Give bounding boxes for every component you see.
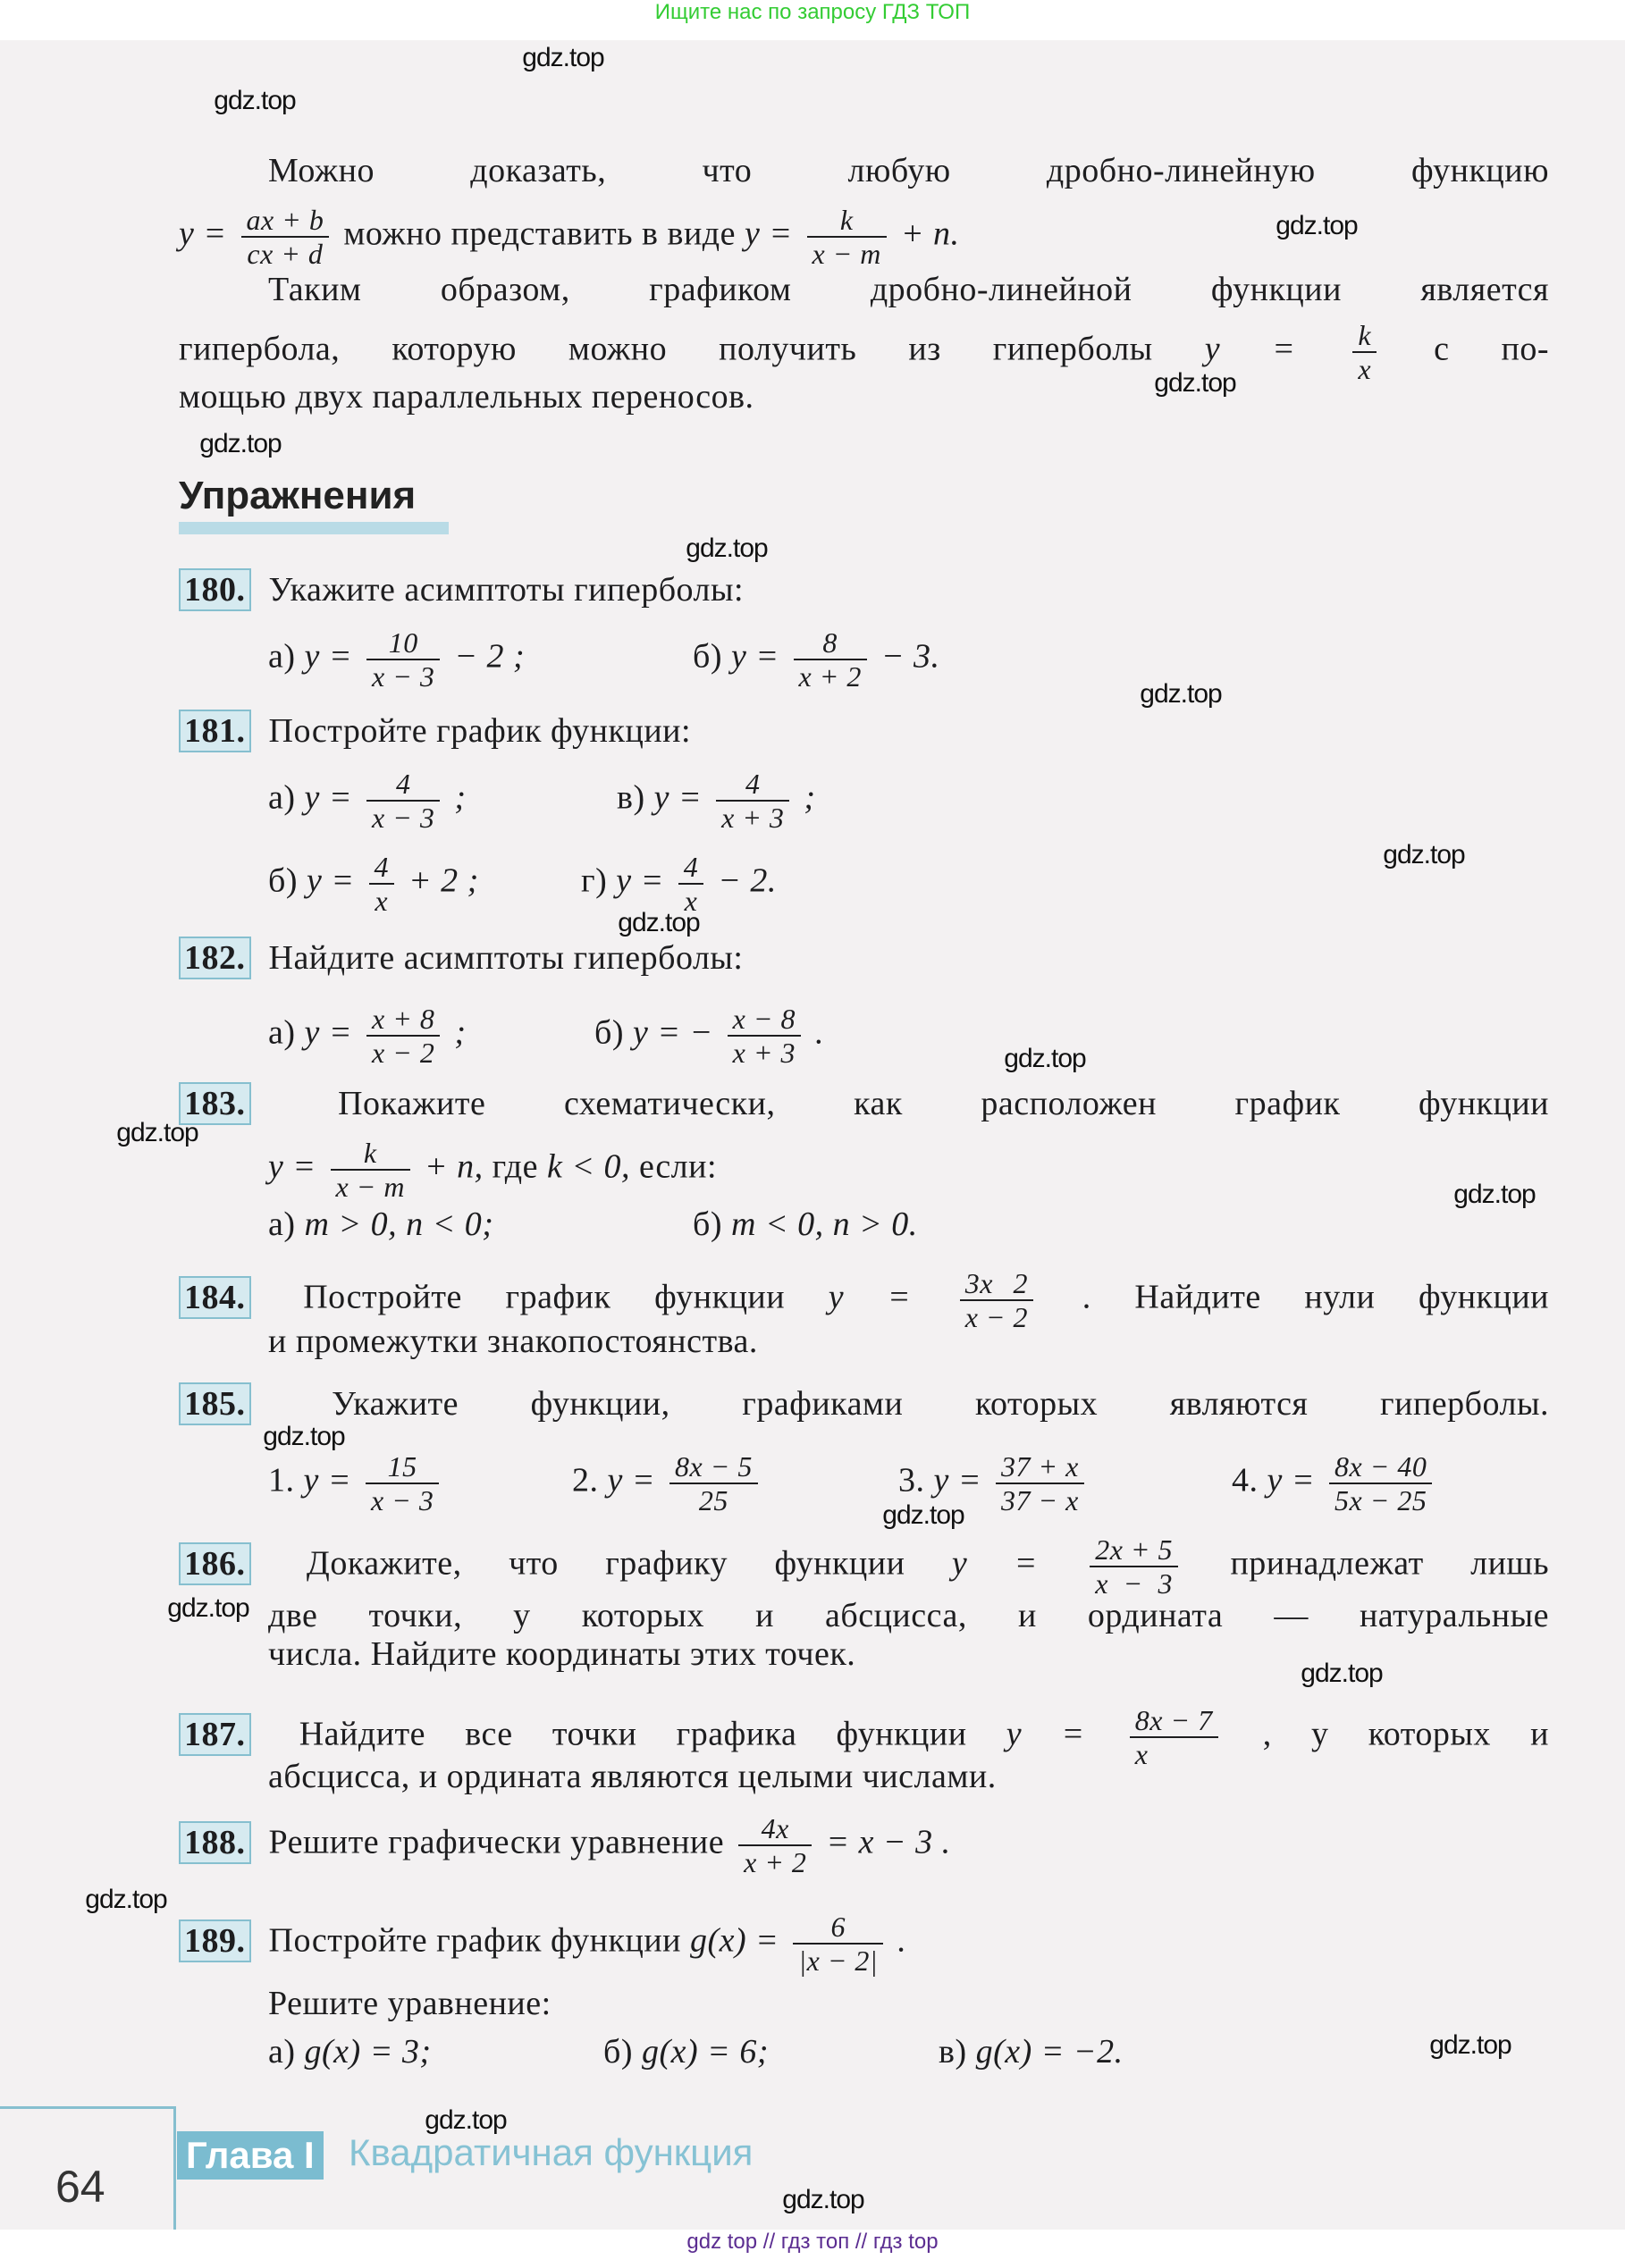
fraction-numerator: 8x − 40 [1335, 1450, 1427, 1483]
text: Покажите схематически, как расположен график функции [338, 1085, 1549, 1122]
watermark: gdz.top [522, 43, 604, 72]
exercise-184 [179, 1267, 1550, 1333]
fraction [669, 1450, 758, 1516]
text: если: [639, 1147, 718, 1186]
fraction-numerator: 4 [395, 768, 411, 800]
math-expression: y = [951, 1544, 1038, 1583]
fraction [738, 1812, 812, 1878]
text: две точки, у которых и абсцисса, и ордината — натуральные [268, 1597, 1549, 1634]
math-expression: + n, [424, 1147, 484, 1186]
exercise-number: 188. [179, 1821, 251, 1864]
math-expression: y = [304, 1013, 353, 1052]
fraction-numerator: k [363, 1137, 377, 1169]
fraction [996, 1450, 1084, 1516]
watermark: gdz.top [1140, 679, 1222, 709]
math-expression: = x − 3 . [826, 1823, 951, 1861]
exercise-number: 183. [179, 1082, 251, 1125]
math-expression: y = [268, 1147, 316, 1186]
exercise-189 [179, 1911, 1549, 1977]
math-expression: y = [1267, 1461, 1316, 1499]
fraction [794, 626, 867, 693]
fraction-denominator: 25 [669, 1483, 758, 1516]
text: в) [939, 2033, 976, 2071]
exercise-number: 180. [179, 568, 251, 611]
fraction [366, 1003, 440, 1069]
exercise-number: 185. [179, 1382, 251, 1425]
watermark: gdz.top [1004, 1044, 1086, 1073]
exercise-part [268, 1003, 467, 1069]
exercise-number: 181. [179, 710, 251, 752]
fraction [366, 626, 440, 693]
math-expression: y = [1204, 330, 1296, 368]
watermark: gdz.top [1301, 1659, 1383, 1688]
fraction-denominator: x [1352, 351, 1377, 385]
exercise-part [268, 626, 525, 693]
exercise-188 [179, 1812, 1549, 1878]
fraction-numerator: 8 [822, 626, 838, 659]
fraction-denominator: x + 2 [738, 1844, 812, 1878]
text: Постройте график функции [303, 1278, 829, 1316]
fraction-numerator: 4 [683, 851, 699, 883]
text: а) [268, 2033, 305, 2071]
exercise-part [594, 1003, 824, 1069]
math-expression: − 3. [880, 637, 940, 676]
math-expression: y = [616, 861, 664, 900]
math-expression: ; [804, 778, 816, 817]
fraction-denominator: x − 2 [960, 1299, 1033, 1333]
text: Можно доказать, что любую дробно-линейную функцию [268, 152, 1549, 189]
text: гипербола, которую можно получить из гиперболы [179, 330, 1205, 368]
watermark: gdz.top [85, 1885, 167, 1914]
exercise-181-parts-1 [0, 768, 1625, 834]
fraction-numerator: k [1358, 319, 1372, 351]
math-expression: ; [454, 1013, 467, 1052]
exercise-number: 182. [179, 937, 251, 979]
exercise-184-line-2 [268, 1316, 1549, 1366]
exercise-187 [179, 1704, 1549, 1770]
text: 4. [1232, 1461, 1267, 1499]
intro-line-5 [179, 372, 1549, 422]
watermark: gdz.top [263, 1422, 345, 1451]
math-expression: − 2 ; [454, 637, 526, 676]
watermark: gdz.top [199, 429, 282, 458]
exercise-part [617, 768, 816, 834]
fraction-numerator: x − 8 [732, 1003, 796, 1035]
fraction-denominator: x [369, 883, 395, 917]
text: а) [268, 1013, 305, 1052]
text: . Найдите нули функции [1082, 1278, 1550, 1316]
text: Укажите функции, графиками которых являются гиперболы. [332, 1385, 1549, 1423]
exercise-part [268, 851, 479, 917]
math-expression: g(x) = 3; [304, 2033, 432, 2071]
text: а) [268, 1205, 305, 1243]
text: Укажите асимптоты гиперболы: [268, 571, 745, 609]
exercise-part [572, 1450, 763, 1516]
fraction [678, 851, 704, 917]
fraction-numerator: 3x 2 [964, 1267, 1028, 1299]
text: Решите графически уравнение [268, 1823, 734, 1861]
top-banner: Ищите нас по запросу ГДЗ ТОП [654, 0, 971, 24]
exercise-186 [179, 1533, 1550, 1600]
watermark: gdz.top [1383, 840, 1465, 869]
math-expression: g(x) = −2. [975, 2033, 1124, 2071]
text: а) [268, 637, 305, 676]
fraction-denominator: x − 3 [366, 659, 440, 693]
text: с по- [1434, 330, 1550, 368]
text: б) [268, 861, 307, 900]
exercise-182 [179, 933, 1549, 983]
fraction-numerator: 6 [830, 1911, 846, 1943]
math-expression: ; [454, 778, 467, 817]
section-heading: Упражнения [179, 474, 417, 517]
text: б) [603, 2033, 642, 2071]
fraction-denominator: cx + d [241, 236, 330, 270]
exercise-number: 189. [179, 1919, 251, 1962]
math-expression: y = [607, 1461, 656, 1499]
math-expression: y = [1006, 1715, 1085, 1753]
fraction-numerator: 15 [387, 1450, 417, 1483]
fraction [366, 768, 440, 834]
text: Найдите асимптоты гиперболы: [268, 939, 744, 977]
fraction-numerator: 8x − 7 [1134, 1704, 1213, 1736]
fraction-numerator: 4x [761, 1812, 789, 1844]
watermark: gdz.top [116, 1118, 198, 1147]
exercise-183 [179, 1079, 1549, 1129]
text: числа. Найдите координаты этих точек. [268, 1635, 856, 1673]
math-expression: y = [179, 214, 227, 253]
exercise-183-parts [0, 1199, 1625, 1249]
fraction-denominator: x − 3 [366, 800, 440, 834]
fraction [793, 1911, 883, 1977]
text: Докажите, что графику функции [306, 1544, 952, 1583]
math-expression: g(x) = [690, 1921, 779, 1960]
text: 1. [268, 1461, 304, 1499]
exercise-part [268, 768, 467, 834]
exercise-part [1232, 1450, 1437, 1516]
math-expression: . [814, 1013, 824, 1052]
fraction [1090, 1533, 1178, 1600]
heading-underline [179, 522, 449, 534]
fraction-denominator: x − m [807, 236, 887, 270]
exercise-189-parts [0, 2027, 1625, 2077]
fraction [1329, 1450, 1432, 1516]
fraction-denominator: x + 3 [716, 800, 789, 834]
math-expression: + 2 ; [408, 861, 479, 900]
exercise-189-line-2 [268, 1978, 1549, 2029]
math-expression: + n. [900, 214, 960, 253]
watermark: gdz.top [782, 2185, 864, 2214]
fraction [366, 1450, 439, 1516]
watermark: gdz.top [1276, 211, 1358, 240]
exercise-part [268, 1450, 444, 1516]
fraction-denominator: x − 2 [366, 1035, 440, 1069]
exercise-185 [179, 1379, 1549, 1429]
exercise-181-parts-2 [0, 851, 1625, 917]
fraction-denominator: |x − 2| [793, 1943, 883, 1977]
fraction-numerator: 8x − 5 [675, 1450, 753, 1483]
exercise-part [268, 1199, 493, 1249]
exercise-number: 186. [179, 1542, 251, 1585]
text: Постройте график функции: [268, 712, 692, 750]
text: и промежутки знакопостоянства. [268, 1323, 758, 1360]
exercise-part [603, 2027, 769, 2077]
math-expression: y = [933, 1461, 982, 1499]
fraction [716, 768, 789, 834]
math-expression: − 2. [718, 861, 777, 900]
fraction-numerator: k [839, 204, 854, 236]
exercise-part [939, 2027, 1124, 2077]
text: можно представить в виде [343, 214, 745, 253]
math-expression: y = [744, 214, 793, 253]
fraction-denominator: x − 3 [1090, 1566, 1178, 1600]
math-expression: . [897, 1921, 907, 1960]
text: б) [594, 1013, 633, 1052]
intro-line-3 [268, 265, 1549, 315]
text: Постройте график функции [268, 1921, 690, 1960]
watermark: gdz.top [618, 908, 700, 937]
math-expression: y = − [633, 1013, 713, 1052]
math-expression: y = [828, 1278, 911, 1316]
exercise-181 [179, 706, 1549, 756]
fraction [331, 1137, 410, 1203]
text: в) [617, 778, 654, 817]
fraction-numerator: ax + b [246, 204, 324, 236]
fraction-numerator: 2x + 5 [1095, 1533, 1174, 1566]
intro-line-1 [268, 146, 1549, 196]
exercise-number: 184. [179, 1276, 251, 1319]
fraction-denominator: 37 − x [996, 1483, 1084, 1516]
footer-divider [0, 2106, 176, 2109]
exercise-180 [179, 565, 1549, 615]
fraction [728, 1003, 801, 1069]
fraction-numerator: 10 [388, 626, 418, 659]
chapter-title: Квадратичная функция [349, 2131, 754, 2173]
text: , у которых и [1262, 1715, 1549, 1753]
fraction-denominator: x + 2 [794, 659, 867, 693]
exercise-part [581, 851, 777, 917]
text: Найдите все точки графика функции [299, 1715, 1006, 1753]
watermark: gdz.top [167, 1593, 249, 1623]
fraction [369, 851, 395, 917]
text: б) [693, 1205, 731, 1243]
footer-divider-vertical [173, 2106, 176, 2230]
math-expression: m > 0, n < 0; [304, 1205, 494, 1243]
fraction-denominator: x + 3 [728, 1035, 801, 1069]
fraction-denominator: x − 3 [366, 1483, 439, 1516]
text: б) [693, 637, 731, 676]
text: абсцисса, и ордината являются целыми числами. [268, 1758, 997, 1795]
text: где [492, 1147, 547, 1186]
watermark: gdz.top [425, 2105, 507, 2135]
exercise-180-parts [0, 626, 1625, 693]
watermark: gdz.top [686, 533, 768, 563]
text: 3. [898, 1461, 934, 1499]
math-expression: k < 0, [546, 1147, 630, 1186]
fraction [807, 204, 887, 270]
chapter-label: Глава I [177, 2131, 324, 2180]
text: г) [581, 861, 617, 900]
math-expression: y = [304, 778, 353, 817]
fraction-denominator: 5x − 25 [1329, 1483, 1432, 1516]
exercise-187-line-2 [268, 1751, 1549, 1802]
watermark: gdz.top [882, 1500, 964, 1530]
watermark: gdz.top [1154, 368, 1236, 398]
text: Решите уравнение: [268, 1985, 551, 2022]
math-expression: y = [303, 1461, 352, 1499]
math-expression: y = [307, 861, 355, 900]
fraction-numerator: 4 [374, 851, 390, 883]
fraction-numerator: 37 + x [1001, 1450, 1079, 1483]
exercise-part [693, 626, 939, 693]
text: принадлежат лишь [1230, 1544, 1550, 1583]
math-expression: m < 0, n > 0. [731, 1205, 918, 1243]
fraction-numerator: 4 [745, 768, 761, 800]
math-expression: g(x) = 6; [642, 2033, 769, 2071]
watermark: gdz.top [214, 86, 296, 115]
fraction-denominator: x [678, 883, 704, 917]
page-number: 64 [55, 2162, 105, 2212]
math-expression: y = [731, 637, 779, 676]
exercise-number: 187. [179, 1713, 251, 1756]
text: мощью двух параллельных переносов. [179, 378, 754, 416]
watermark: gdz.top [1453, 1180, 1536, 1209]
exercise-part [693, 1199, 918, 1249]
bottom-banner: gdz top // гдз топ // гдз top [686, 2230, 939, 2254]
exercise-part [268, 2027, 432, 2077]
fraction-numerator: x + 8 [372, 1003, 435, 1035]
text: а) [268, 778, 305, 817]
math-expression: y = [653, 778, 703, 817]
math-expression: y = [304, 637, 353, 676]
fraction-denominator: x [1130, 1736, 1218, 1770]
text: 2. [572, 1461, 608, 1499]
watermark: gdz.top [1429, 2030, 1511, 2060]
text: Таким образом, графиком дробно-линейной функции является [268, 271, 1549, 308]
fraction [241, 204, 330, 270]
fraction-denominator: x − m [331, 1169, 410, 1203]
